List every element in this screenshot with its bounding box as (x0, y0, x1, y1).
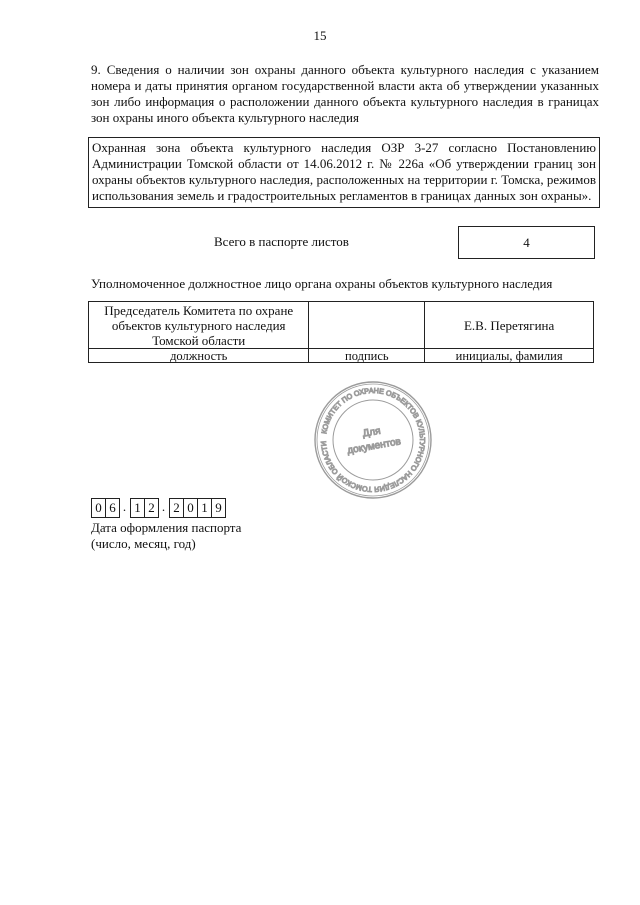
official-signature (309, 302, 425, 349)
date-digit-box: 0 (183, 498, 198, 518)
seal-center-line2: документов (346, 436, 402, 457)
zone-info-box: Охранная зона объекта культурного наследия ОЗР 3-27 согласно Постановлению Администрации Томской области от 14.06.2012 г. № 226а «Об утверждении границ зон охраны объектов культурного наследия, расположенных на территории г. Томска, режимов использования земель и градостроительных регламентов в границах данных зон охраны». (88, 137, 600, 208)
date-digit-box: 1 (130, 498, 145, 518)
seal-inner-ring (333, 400, 413, 480)
issue-date-caption-line1: Дата оформления паспорта (91, 520, 242, 535)
seal-ring-text: КОМИТЕТ ПО ОХРАНЕ ОБЪЕКТОВ КУЛЬТУРНОГО НАСЛЕДИЯ ТОМСКОЙ ОБЛАСТИ (318, 385, 428, 495)
date-digit-box: 1 (197, 498, 212, 518)
date-digit-box: 2 (144, 498, 159, 518)
official-position: Председатель Комитета по охране объектов культурного наследия Томской области (89, 302, 309, 349)
official-heading: Уполномоченное должностное лицо органа охраны объектов культурного наследия (91, 276, 553, 291)
date-separator: . (122, 499, 127, 514)
sheets-count-value: 4 (523, 234, 530, 250)
sheets-count-label: Всего в паспорте листов (214, 234, 349, 249)
seal-center-line1: Для (361, 425, 382, 440)
caption-signature: подпись (309, 349, 425, 363)
official-row (89, 302, 594, 349)
official-seal-stamp (311, 378, 435, 502)
caption-name: инициалы, фамилия (425, 349, 594, 363)
official-table (88, 301, 594, 363)
section-heading: 9. Сведения о наличии зон охраны данного объекта культурного наследия с указанием номера и даты принятия органом государственной власти акта об утверждении указанных зон либо информация о расположении данного объекта культурного наследия в границах зон охраны иного объекта культурного наследия (91, 62, 599, 125)
date-digit-box: 2 (169, 498, 184, 518)
issue-date-caption-line2: (число, месяц, год) (91, 536, 196, 551)
caption-row (89, 349, 594, 363)
page-number: 15 (313, 28, 327, 43)
seal-outer-ring (315, 382, 431, 498)
issue-date-caption (91, 520, 241, 552)
sheets-count-box (458, 226, 595, 259)
issue-date-boxes (91, 498, 225, 518)
date-digit-box: 0 (91, 498, 106, 518)
seal-outer-ring-inner (317, 384, 429, 496)
caption-position: должность (89, 349, 309, 363)
date-separator: . (161, 499, 166, 514)
official-name: Е.В. Перетягина (425, 302, 594, 349)
date-digit-box: 6 (105, 498, 120, 518)
date-digit-box: 9 (211, 498, 226, 518)
